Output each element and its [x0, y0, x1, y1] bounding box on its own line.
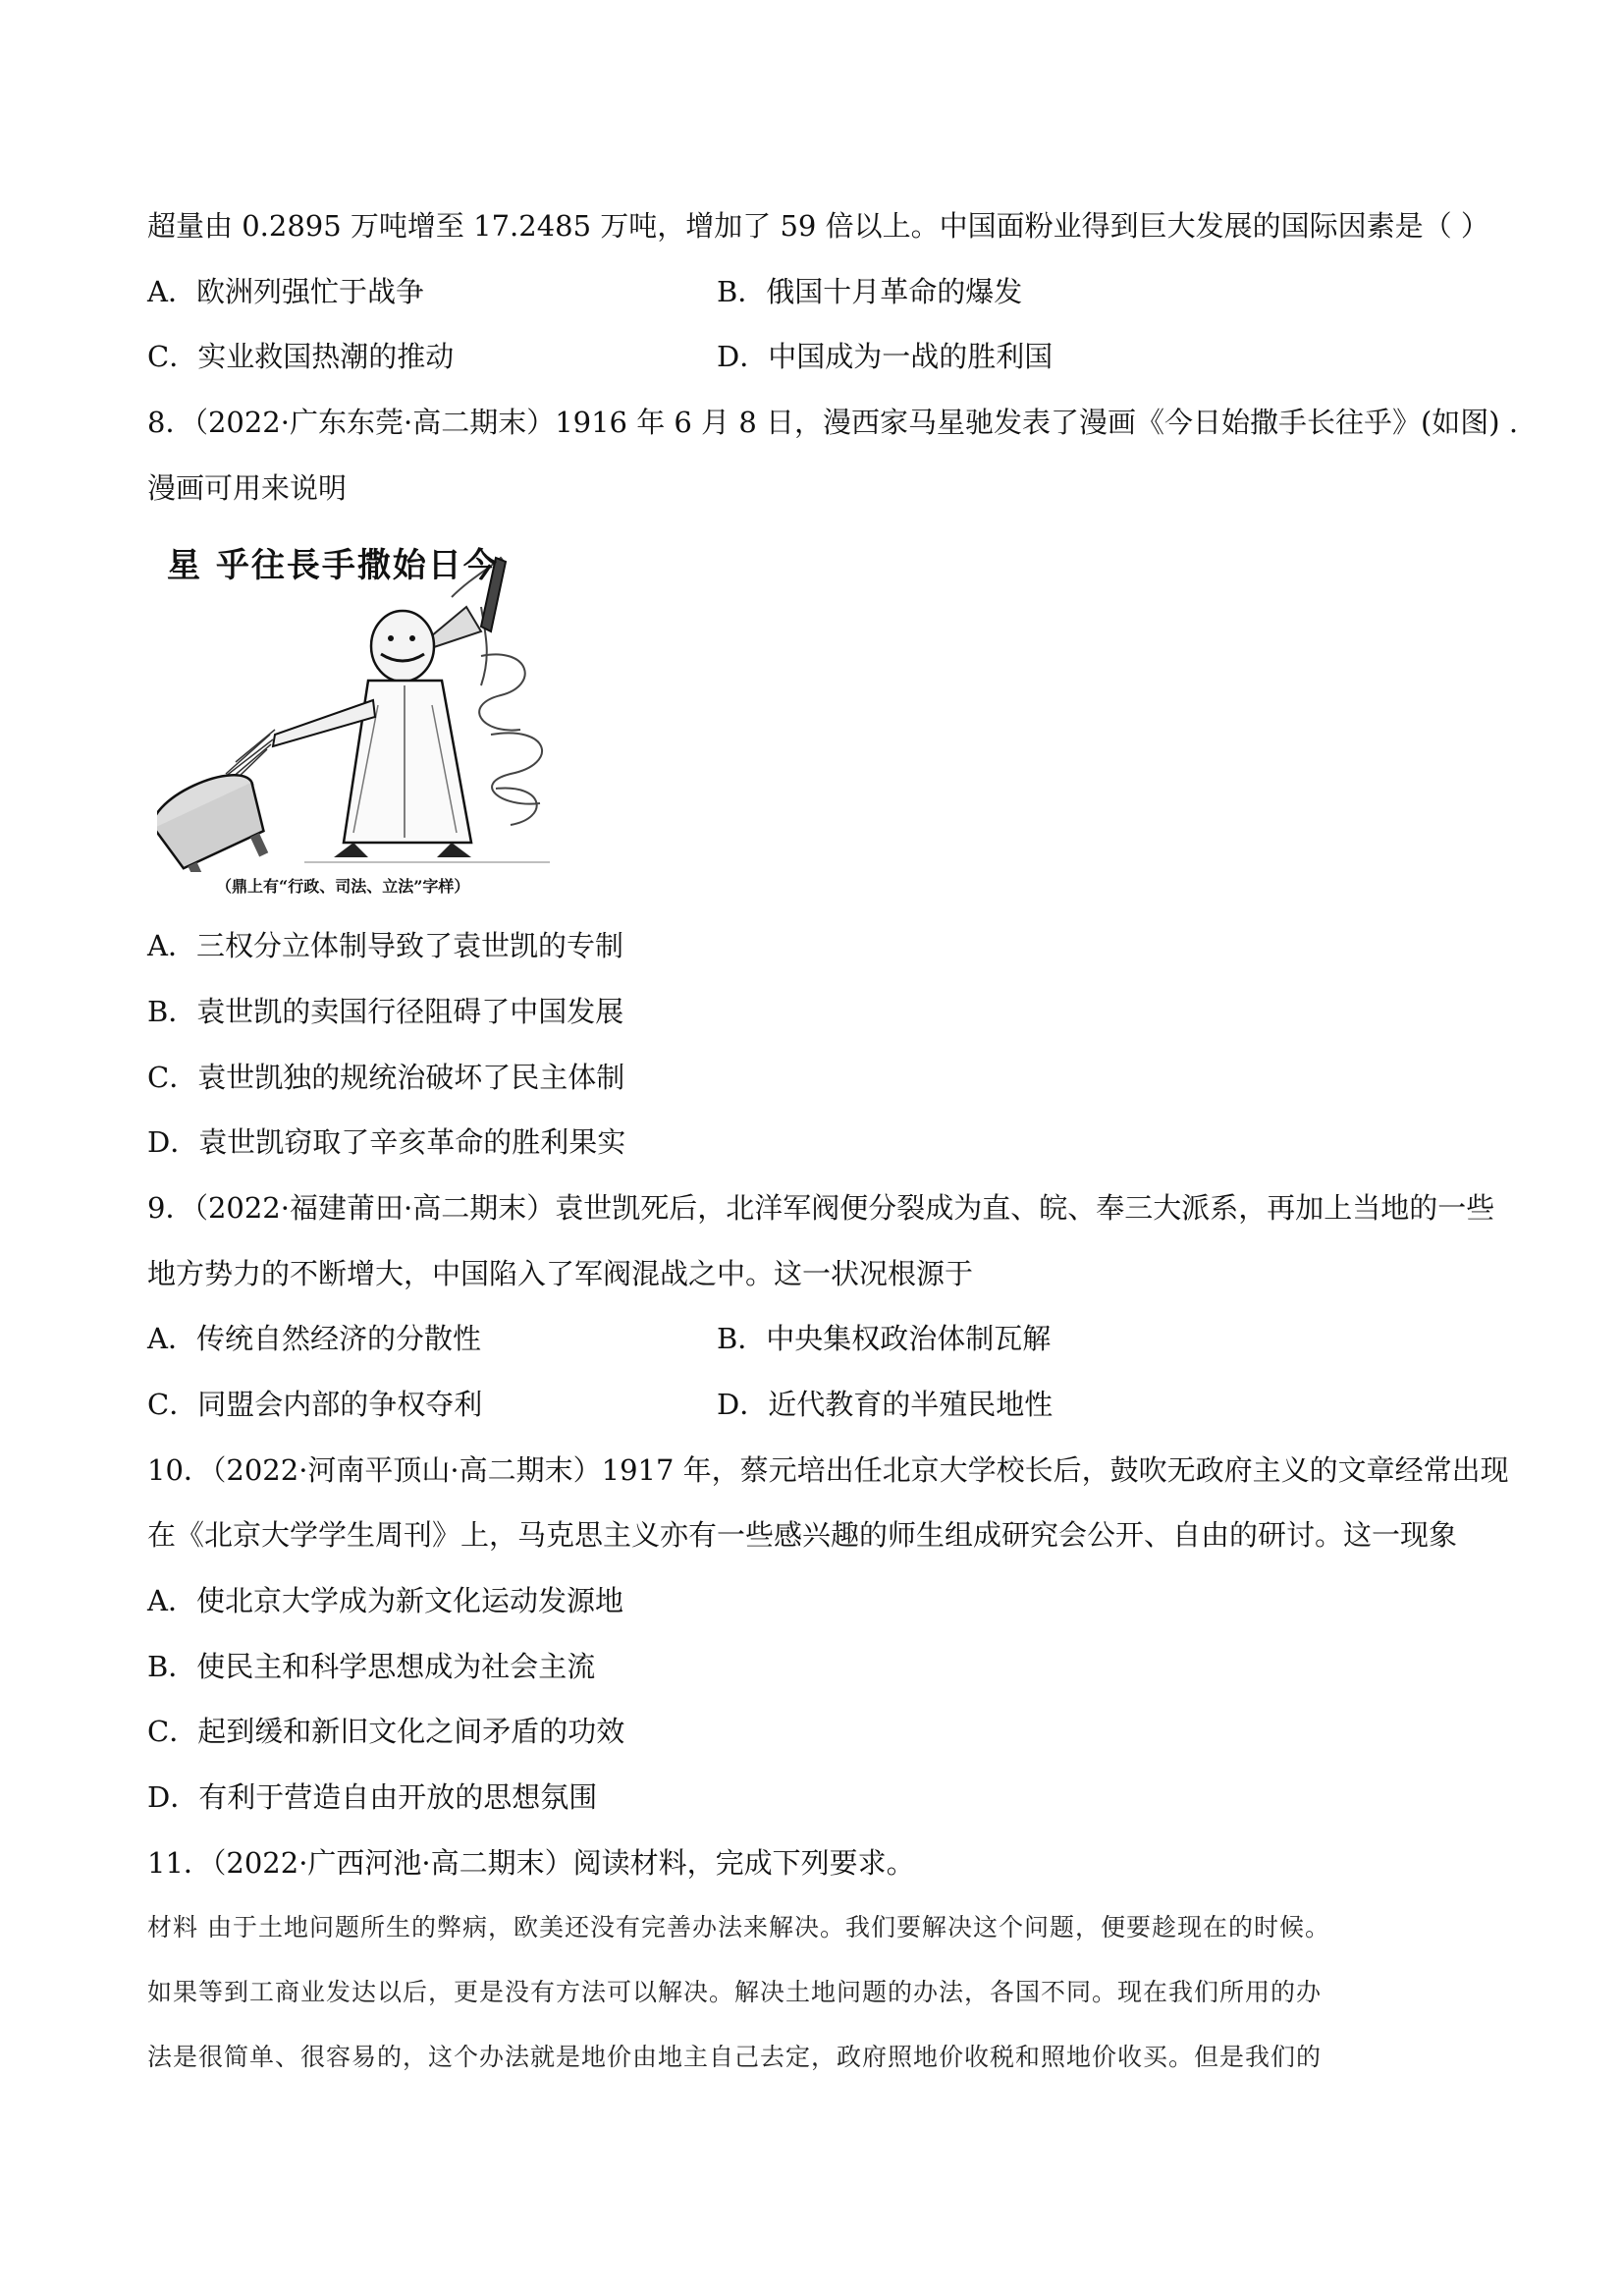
q9-option-c[interactable]: C．同盟会内部的争权夺利 [147, 1388, 483, 1421]
q11-stem: 11．（2022·广西河池·高二期末）阅读材料，完成下列要求。 [147, 1846, 915, 1880]
q8-option-b[interactable]: B．袁世凯的卖国行径阻碍了中国发展 [147, 995, 624, 1028]
q8-stem-line1: 8．（2022·广东东莞·高二期末）1916 年 6 月 8 日，漫西家马星驰发表了漫画《今日始撒手长往乎》(如图) . [147, 406, 1519, 439]
q8-option-c[interactable]: C．袁世凯独的规统治破坏了民主体制 [147, 1061, 625, 1094]
q11-material-line3: 法是很简单、很容易的，这个办法就是地价由地主自己去定，政府照地价收税和照地价收买。但是我们的 [147, 2043, 1323, 2071]
q10-option-a[interactable]: A．使北京大学成为新文化运动发源地 [147, 1584, 623, 1617]
q8-option-d[interactable]: D．袁世凯窃取了辛亥革命的胜利果实 [147, 1125, 626, 1159]
q10-option-b[interactable]: B．使民主和科学思想成为社会主流 [147, 1650, 596, 1683]
q9-stem-line2: 地方势力的不断增大，中国陷入了军阀混战之中。这一状况根源于 [147, 1257, 974, 1290]
q7-option-b[interactable]: B．俄国十月革命的爆发 [717, 275, 1023, 308]
q11-material-line1: 材料 由于土地问题所生的弊病，欧美还没有完善办法来解决。我们要解决这个问题，便要趁现在的时候。 [147, 1913, 1330, 1941]
cartoon-drawing [157, 538, 589, 872]
q9-option-d[interactable]: D．近代教育的半殖民地性 [717, 1388, 1054, 1421]
q7-option-d[interactable]: D．中国成为一战的胜利国 [717, 340, 1054, 373]
q10-option-c[interactable]: C．起到缓和新旧文化之间矛盾的功效 [147, 1715, 625, 1748]
cartoon-title: 星 乎往長手撒始日今 [167, 546, 499, 585]
q7-option-a[interactable]: A．欧洲列强忙于战争 [147, 275, 424, 308]
cartoon-caption: （鼎上有“行政、司法、立法”字样） [216, 877, 470, 896]
q10-stem-line1: 10．（2022·河南平顶山·高二期末）1917 年，蔡元培出任北京大学校长后，鼓吹无政府主义的文章经常出现 [147, 1453, 1509, 1487]
q10-option-d[interactable]: D．有利于营造自由开放的思想氛围 [147, 1780, 598, 1814]
q11-material-line2: 如果等到工商业发达以后，更是没有方法可以解决。解决土地问题的办法，各国不同。现在我们所用的办 [147, 1978, 1323, 2006]
q9-option-a[interactable]: A．传统自然经济的分散性 [147, 1322, 481, 1355]
q9-option-b[interactable]: B．中央集权政治体制瓦解 [717, 1322, 1052, 1355]
q8-option-a[interactable]: A．三权分立体制导致了袁世凯的专制 [147, 929, 623, 962]
q7-option-c[interactable]: C．实业救国热潮的推动 [147, 340, 455, 373]
cartoon-figure [157, 538, 589, 906]
q8-stem-line2: 漫画可用来说明 [147, 471, 348, 505]
q7-stem: 超量由 0.2895 万吨增至 17.2485 万吨，增加了 59 倍以上。中国面粉业得到巨大发展的国际因素是（ ） [147, 209, 1489, 243]
q10-stem-line2: 在《北京大学学生周刊》上，马克思主义亦有一些感兴趣的师生组成研究会公开、自由的研讨。这一现象 [147, 1518, 1458, 1552]
q9-stem-line1: 9．（2022·福建莆田·高二期末）袁世凯死后，北洋军阀便分裂成为直、皖、奉三大派系，再加上当地的一些 [147, 1191, 1495, 1225]
